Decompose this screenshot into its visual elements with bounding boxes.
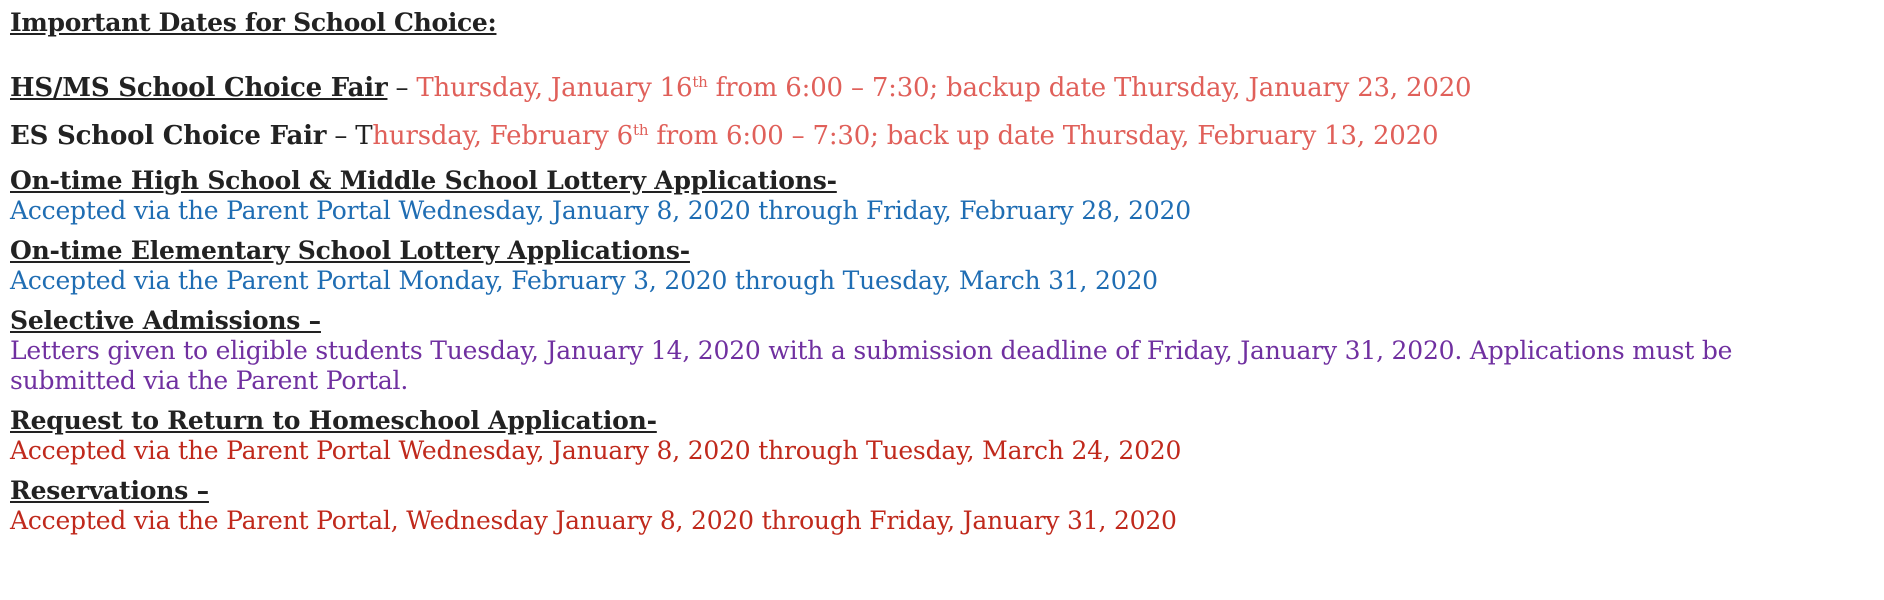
es-fair-lead-letter: T [355, 121, 373, 151]
selective-admissions-body: Letters given to eligible students Tuesday, January 14, 2020 with a submission deadline of Friday, January 31, 2020. Applications must be submitted via the Parent Portal. [10, 336, 1733, 395]
hs-ms-lottery-body: Accepted via the Parent Portal Wednesday, January 8, 2020 through Friday, February 28, 2020 [10, 196, 1191, 225]
es-lottery-heading: On-time Elementary School Lottery Applications- [10, 236, 690, 265]
es-lottery-section [10, 236, 1864, 296]
hs-ms-lottery-section [10, 166, 1864, 226]
es-fair-separator: – [326, 121, 356, 151]
hs-ms-fair-separator: – [387, 73, 417, 103]
document [10, 4, 1864, 536]
es-lottery-body: Accepted via the Parent Portal Monday, February 3, 2020 through Tuesday, March 31, 2020 [10, 266, 1158, 295]
selective-admissions-section [10, 306, 1864, 396]
homeschool-return-heading: Request to Return to Homeschool Application- [10, 406, 657, 435]
es-fair-time: from 6:00 – 7:30; back up date Thursday, February 13, 2020 [648, 121, 1439, 151]
hs-ms-fair-ordinal: th [692, 73, 708, 91]
hs-ms-lottery-heading: On-time High School & Middle School Lottery Applications- [10, 166, 837, 195]
hs-ms-fair-date: Thursday, January 16 [416, 73, 693, 103]
es-fair-ordinal: th [633, 121, 649, 139]
reservations-body: Accepted via the Parent Portal, Wednesday January 8, 2020 through Friday, January 31, 2020 [10, 506, 1177, 535]
hs-ms-fair-heading: HS/MS School Choice Fair [10, 73, 388, 103]
reservations-section [10, 476, 1864, 536]
es-fair-date: hursday, February 6 [372, 121, 633, 151]
es-fair-line [10, 118, 1864, 154]
selective-admissions-heading: Selective Admissions – [10, 306, 321, 335]
page-title: Important Dates for School Choice: [10, 8, 497, 37]
homeschool-return-body: Accepted via the Parent Portal Wednesday, January 8, 2020 through Tuesday, March 24, 2020 [10, 436, 1182, 465]
hs-ms-fair-time: from 6:00 – 7:30; backup date Thursday, January 23, 2020 [707, 73, 1472, 103]
reservations-heading: Reservations – [10, 476, 209, 505]
es-fair-heading: ES School Choice Fair [10, 121, 327, 151]
homeschool-return-section [10, 406, 1864, 466]
hs-ms-fair-line [10, 70, 1864, 106]
